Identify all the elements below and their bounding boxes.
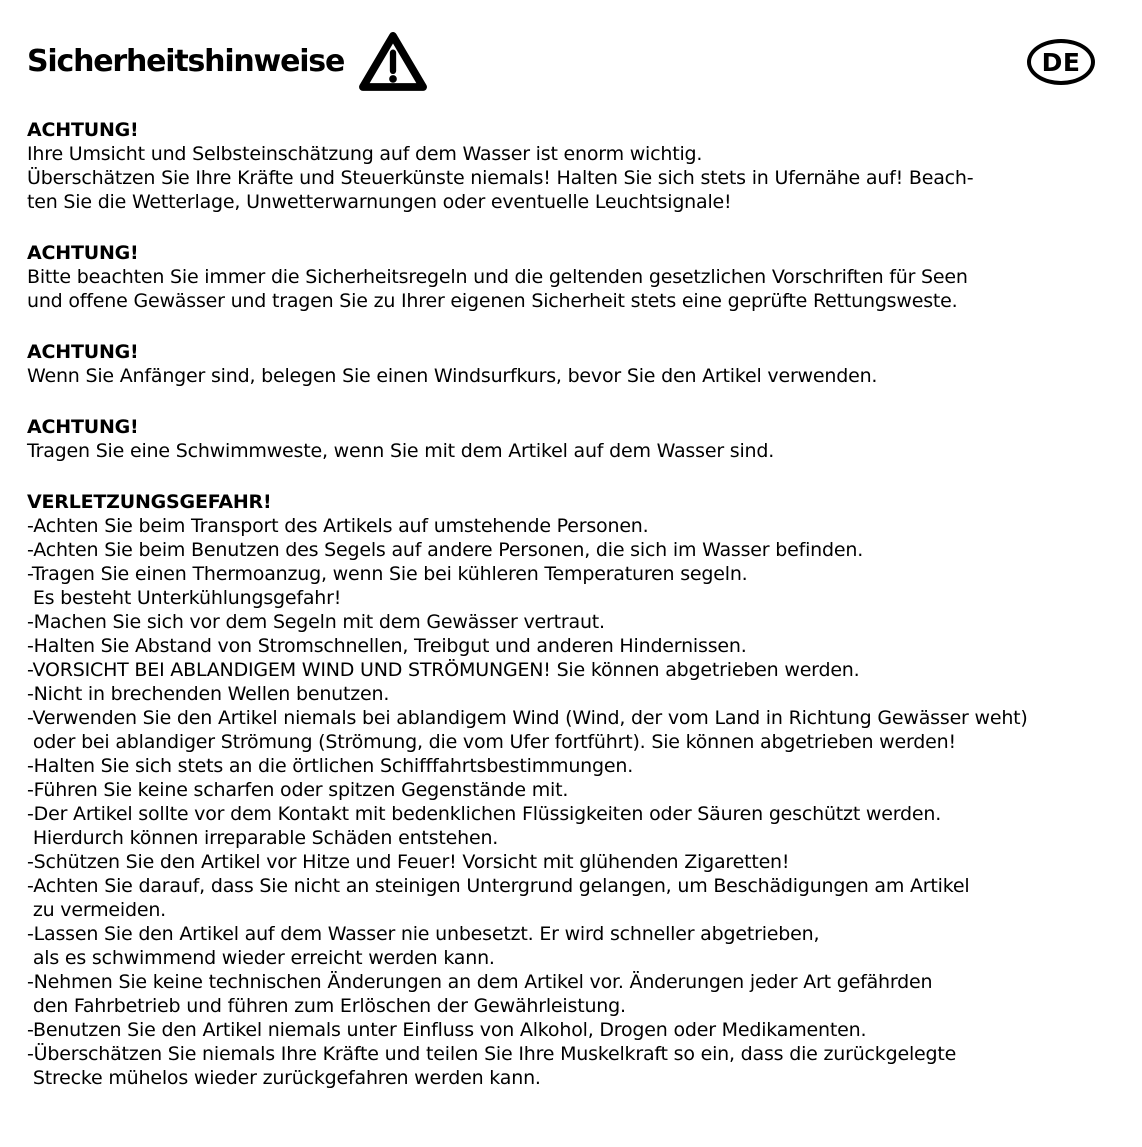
text-line: -Machen Sie sich vor dem Segeln mit dem Gewässer vertraut. (27, 611, 605, 633)
language-badge (1027, 39, 1095, 85)
text-line: Bitte beachten Sie immer die Sicherheitsregeln und die geltenden gesetzlichen Vorschriften für Seen (27, 266, 968, 288)
text-line: oder bei ablandiger Strömung (Strömung, die vom Ufer fortführt). Sie können abgetrieben werden! (27, 731, 956, 753)
warning-triangle-icon (358, 31, 428, 94)
text-line: zu vermeiden. (27, 899, 167, 921)
page-title: Sicherheitshinweise (27, 44, 345, 79)
text-line: Überschätzen Sie Ihre Kräfte und Steuerkünste niemals! Halten Sie sich stets in Ufernähe auf! Beach- (27, 167, 974, 189)
section-heading: ACHTUNG! (27, 341, 139, 363)
text-line: Strecke mühelos wieder zurückgefahren werden kann. (27, 1067, 541, 1089)
section-heading: VERLETZUNGSGEFAHR! (27, 491, 272, 513)
text-line: den Fahrbetrieb und führen zum Erlöschen der Gewährleistung. (27, 995, 626, 1017)
section-heading: ACHTUNG! (27, 119, 139, 141)
text-line: -Tragen Sie einen Thermoanzug, wenn Sie bei kühleren Temperaturen segeln. (27, 563, 748, 585)
text-line: -Achten Sie darauf, dass Sie nicht an steinigen Untergrund gelangen, um Beschädigungen am Artikel (27, 875, 970, 897)
page-header (27, 30, 1122, 94)
text-line: -Verwenden Sie den Artikel niemals bei ablandigem Wind (Wind, der vom Land in Richtung Gewässer weht) (27, 707, 1028, 729)
text-line: -Der Artikel sollte vor dem Kontakt mit bedenklichen Flüssigkeiten oder Säuren geschützt werden. (27, 803, 942, 825)
text-line: Wenn Sie Anfänger sind, belegen Sie einen Windsurfkurs, bevor Sie den Artikel verwenden. (27, 365, 878, 387)
text-line: Tragen Sie eine Schwimmweste, wenn Sie mit dem Artikel auf dem Wasser sind. (27, 440, 775, 462)
text-line: Es besteht Unterkühlungsgefahr! (27, 587, 342, 609)
text-line: -Halten Sie sich stets an die örtlichen Schifffahrtsbestimmungen. (27, 755, 634, 777)
sections (27, 118, 1122, 1090)
section-achtung-1 (27, 118, 1122, 214)
section-achtung-4 (27, 415, 1122, 463)
text-line: -Nicht in brechenden Wellen benutzen. (27, 683, 390, 705)
text-line: -Benutzen Sie den Artikel niemals unter Einfluss von Alkohol, Drogen oder Medikamenten. (27, 1019, 867, 1041)
section-heading: ACHTUNG! (27, 416, 139, 438)
text-line: -Achten Sie beim Benutzen des Segels auf andere Personen, die sich im Wasser befinden. (27, 539, 864, 561)
text-line: -Überschätzen Sie niemals Ihre Kräfte und teilen Sie Ihre Muskelkraft so ein, dass die zurückgelegte (27, 1043, 957, 1065)
section-verletzungsgefahr (27, 490, 1122, 1090)
language-badge-label: DE (1041, 47, 1081, 77)
text-line: -Lassen Sie den Artikel auf dem Wasser nie unbesetzt. Er wird schneller abgetrieben, (27, 923, 820, 945)
text-line: als es schwimmend wieder erreicht werden kann. (27, 947, 495, 969)
text-line: ten Sie die Wetterlage, Unwetterwarnungen oder eventuelle Leuchtsignale! (27, 191, 732, 213)
text-line: -Achten Sie beim Transport des Artikels auf umstehende Personen. (27, 515, 649, 537)
section-heading: ACHTUNG! (27, 242, 139, 264)
text-line: -Führen Sie keine scharfen oder spitzen Gegenstände mit. (27, 779, 569, 801)
text-line: Ihre Umsicht und Selbsteinschätzung auf dem Wasser ist enorm wichtig. (27, 143, 703, 165)
section-achtung-2 (27, 241, 1122, 313)
text-line: -Halten Sie Abstand von Stromschnellen, Treibgut und anderen Hindernissen. (27, 635, 747, 657)
text-line: -VORSICHT BEI ABLANDIGEM WIND UND STRÖMUNGEN! Sie können abgetrieben werden. (27, 659, 860, 681)
text-line: Hierdurch können irreparable Schäden entstehen. (27, 827, 499, 849)
text-line: und offene Gewässer und tragen Sie zu Ihrer eigenen Sicherheit stets eine geprüfte Rettungsweste. (27, 290, 958, 312)
section-achtung-3 (27, 340, 1122, 388)
text-line: -Nehmen Sie keine technischen Änderungen an dem Artikel vor. Änderungen jeder Art gefährden (27, 971, 933, 993)
text-line: -Schützen Sie den Artikel vor Hitze und Feuer! Vorsicht mit glühenden Zigaretten! (27, 851, 790, 873)
